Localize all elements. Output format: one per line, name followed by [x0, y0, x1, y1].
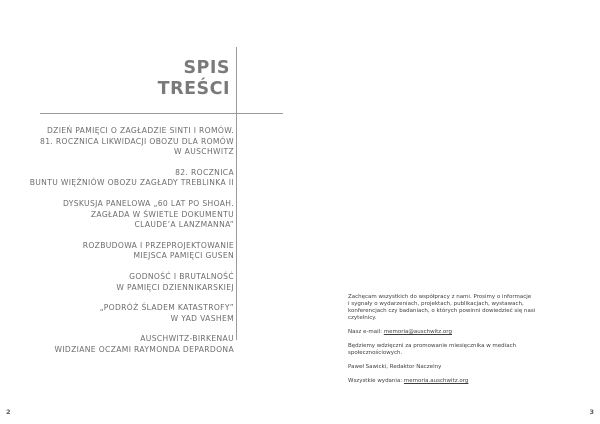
toc-item-gusen[interactable] — [0, 241, 234, 262]
toc-item-treblinka[interactable] — [0, 168, 234, 189]
toc-line: WIDZIANE OCZAMI RAYMONDA DEPARDONA — [54, 344, 234, 354]
title-line-2: TREŚCI — [157, 79, 230, 99]
editions-label: Wszystkie wydania: — [348, 378, 404, 384]
intro-line: Zachęcam wszystkich do współpracy z nami. Prosimy o informacje — [348, 294, 532, 300]
page-number-left: 2 — [6, 408, 11, 416]
intro-line: konferencjach czy badaniach, o których powinni dowiedzieć się nasi — [348, 308, 536, 314]
intro-paragraph — [348, 294, 578, 322]
signature: Paweł Sawicki, Redaktor Naczelny — [348, 364, 442, 370]
toc-item-journalistic-memory[interactable] — [0, 272, 234, 293]
toc-line: DYSKUSJA PANELOWA „60 LAT PO SHOAH. — [62, 198, 234, 208]
toc-line: CLAUDE’A LANZMANNA” — [134, 220, 234, 230]
toc-line: „PODRÓŻ ŚLADEM KATASTROFY” — [99, 303, 234, 313]
toc-line: W PAMIĘCI DZIENNIKARSKIEJ — [116, 282, 234, 292]
toc-line: W AUSCHWITZ — [174, 147, 234, 157]
thanks-paragraph — [348, 343, 578, 357]
toc-item-depardon[interactable] — [0, 334, 234, 355]
toc-item-yad-vashem[interactable] — [0, 303, 234, 324]
thanks-line: Będziemy wdzięczni za promowanie miesięcznika w mediach — [348, 343, 517, 349]
toc-item-sinti-roma[interactable] — [0, 126, 234, 158]
page-title — [158, 58, 230, 100]
toc-item-panel-discussion[interactable] — [0, 199, 234, 231]
editions-link[interactable]: memoria.auschwitz.org — [403, 378, 469, 384]
title-line-1: SPIS — [183, 58, 230, 78]
intro-line: czytelnicy. — [348, 315, 377, 321]
intro-line: i sygnały o wydarzeniach, projektach, publikacjach, wystawach, — [348, 301, 524, 307]
email-label: Nasz e-mail: — [348, 329, 384, 335]
thanks-line: społecznościowych. — [348, 350, 403, 356]
contact-info — [348, 294, 578, 392]
email-paragraph — [348, 329, 578, 336]
horizontal-divider — [40, 113, 283, 114]
toc-line: AUSCHWITZ-BIRKENAU — [140, 334, 234, 344]
vertical-divider — [236, 47, 237, 340]
table-of-contents — [0, 126, 234, 366]
right-page — [300, 0, 600, 424]
toc-line: ROZBUDOWA I PRZEPROJEKTOWANIE — [82, 240, 234, 250]
page-number-right: 3 — [589, 408, 594, 416]
toc-line: GODNOŚĆ I BRUTALNOŚĆ — [129, 271, 234, 281]
toc-line: W YAD VASHEM — [170, 313, 234, 323]
toc-line: MIEJSCA PAMIĘCI GUSEN — [133, 251, 234, 261]
toc-line: DZIEŃ PAMIĘCI O ZAGŁADZIE SINTI I ROMÓW. — [46, 126, 234, 135]
toc-line: BUNTU WIĘŹNIÓW OBOZU ZAGŁADY TREBLINKA II — [29, 178, 234, 188]
toc-line: ZAGŁADA W ŚWIETLE DOKUMENTU — [90, 209, 234, 219]
toc-line: 81. ROCZNICA LIKWIDACJI OBOZU DLA ROMÓW — [40, 136, 234, 146]
editions-paragraph — [348, 378, 578, 385]
toc-line: 82. ROCZNICA — [175, 167, 234, 177]
email-link[interactable]: memoria@auschwitz.org — [383, 329, 452, 335]
